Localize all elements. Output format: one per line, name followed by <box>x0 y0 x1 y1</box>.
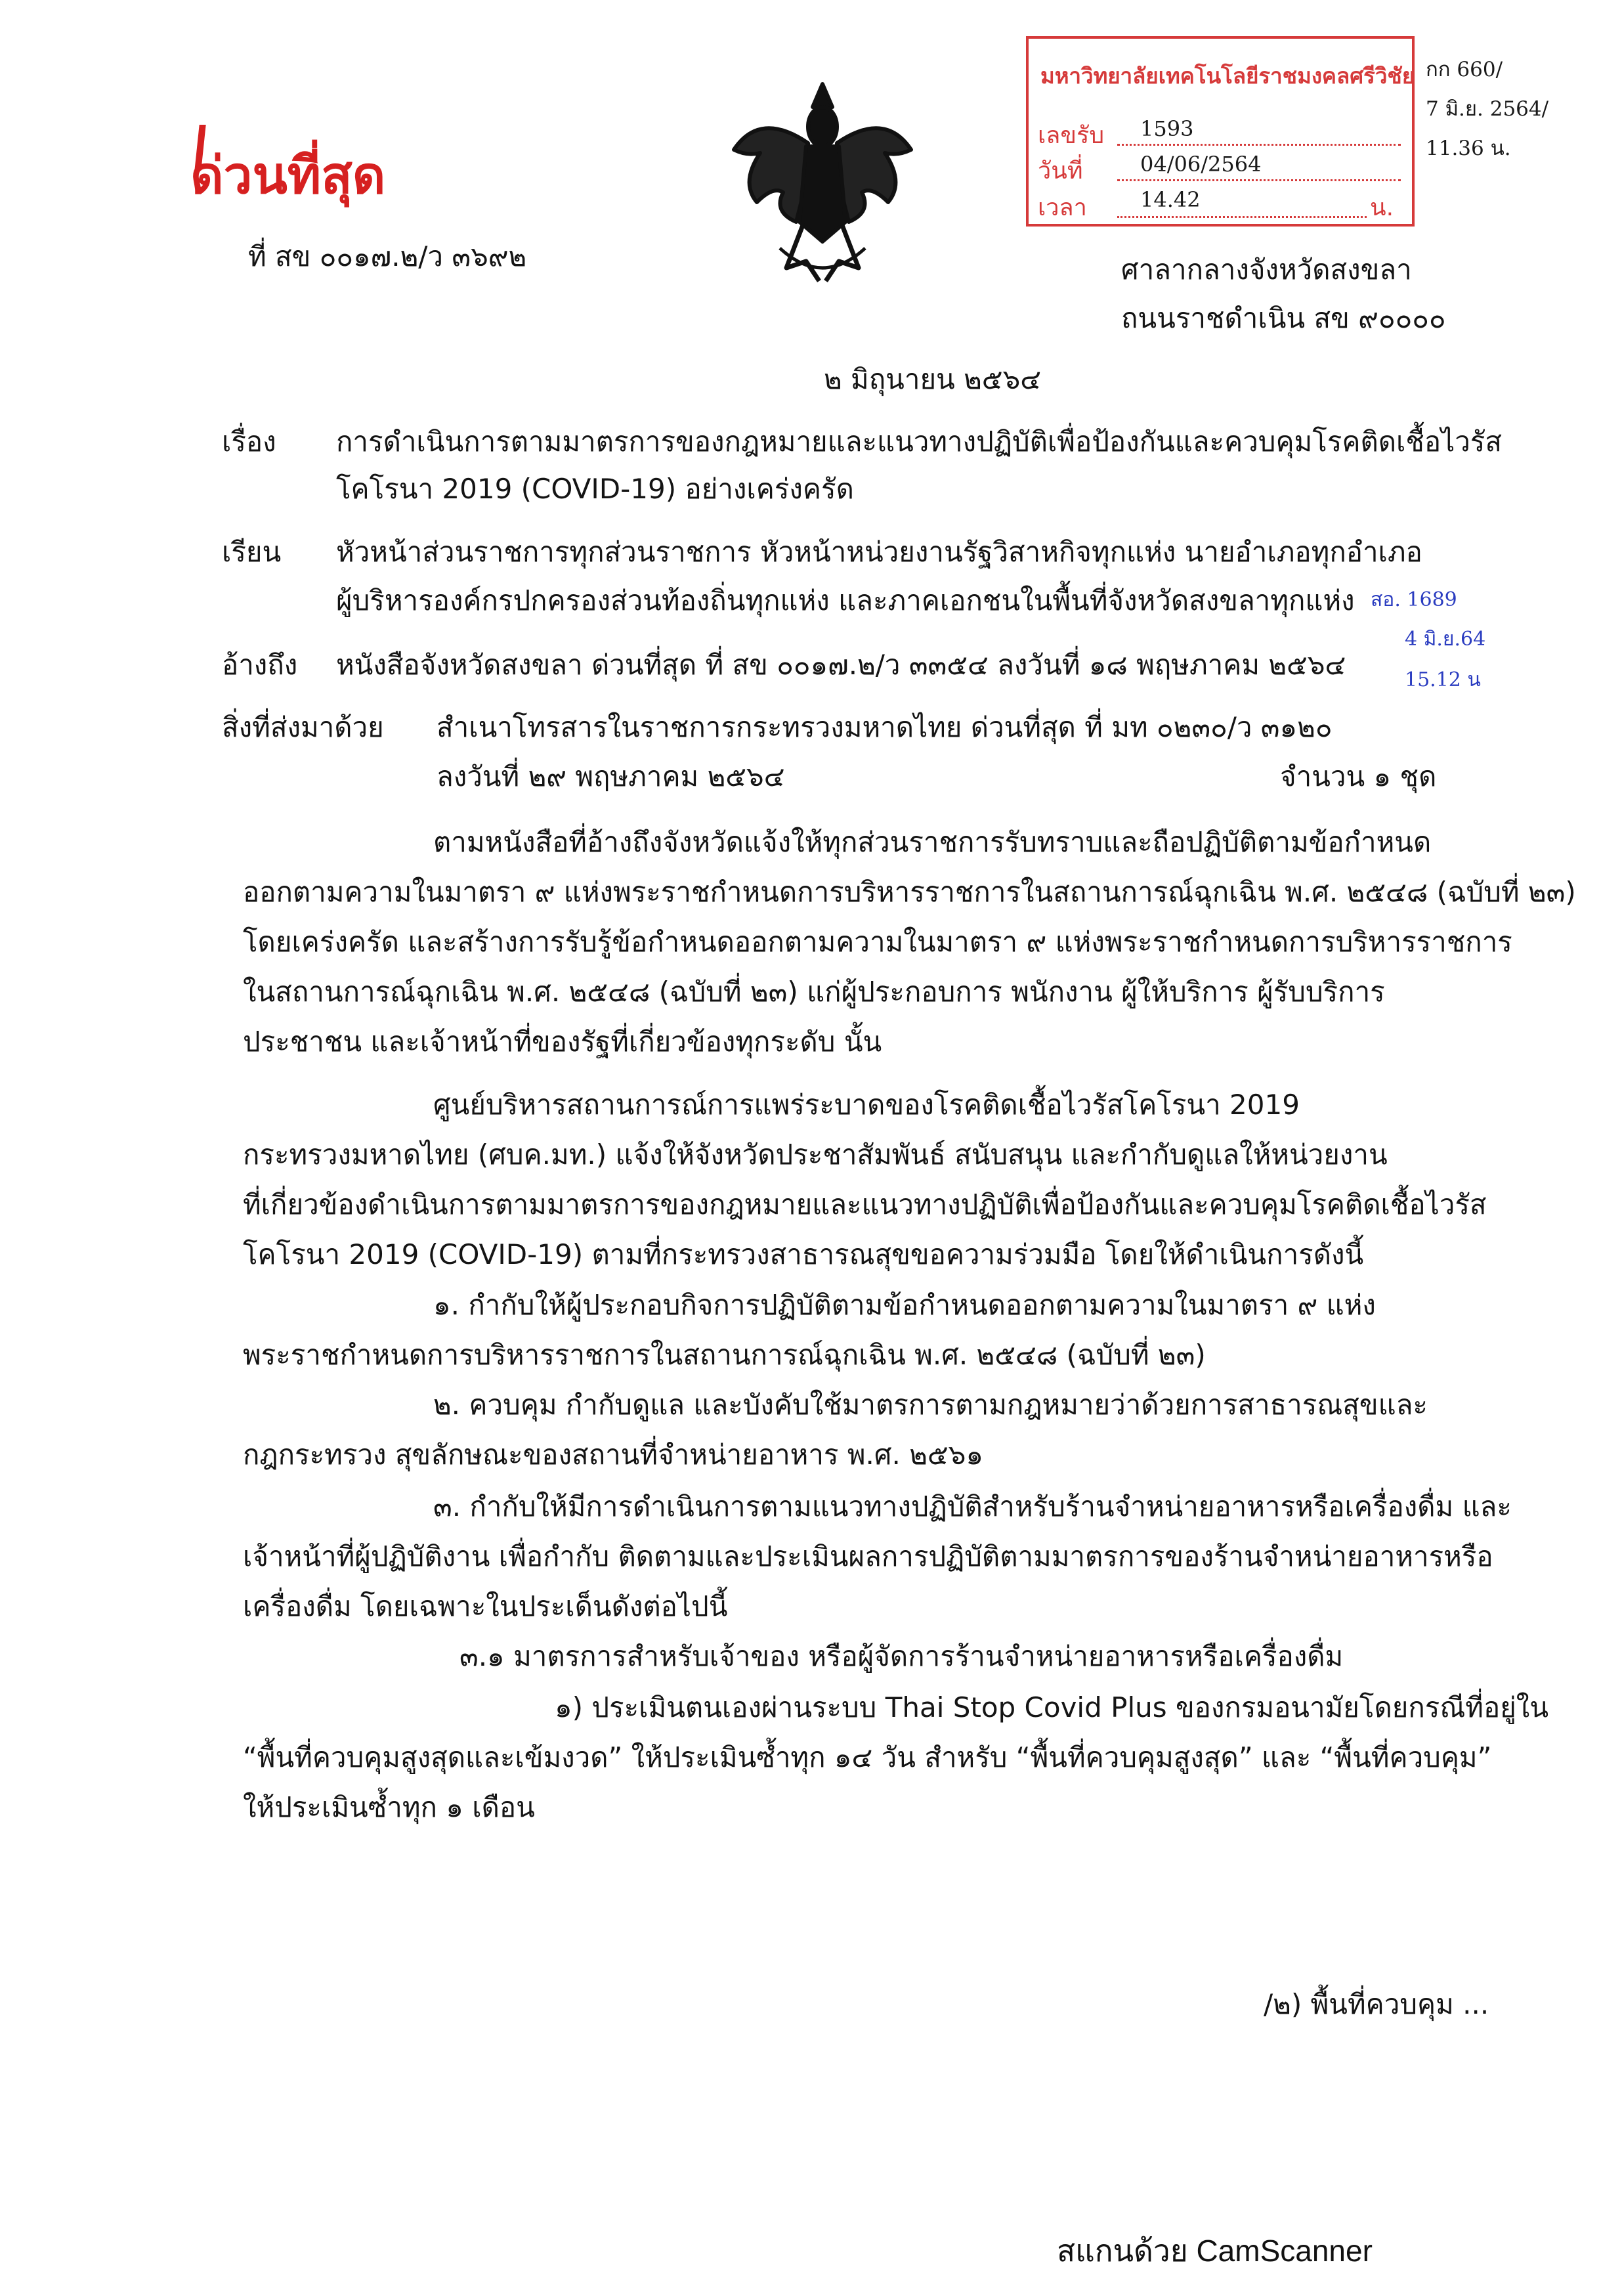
item-3-1: ๓.๑ มาตรการสำหรับเจ้าของ หรือผู้จัดการร้านจำหน่ายอาหารหรือเครื่องดื่ม <box>459 1640 1344 1672</box>
item-3-1-1-line: ให้ประเมินซ้ำทุก ๑ เดือน <box>243 1791 535 1823</box>
stamp-date-value: 04/06/2564 <box>1140 152 1262 177</box>
side-note-line1: กก 660/ <box>1426 58 1503 81</box>
item-3-line: เจ้าหน้าที่ผู้ปฏิบัติงาน เพื่อกำกับ ติดตามและประเมินผลการปฏิบัติตามมาตรการของร้านจำหน่ายอาหารหรือ <box>243 1540 1493 1572</box>
paragraph-1-line: ประชาชน และเจ้าหน้าที่ของรัฐที่เกี่ยวข้องทุกระดับ นั้น <box>243 1026 882 1058</box>
paragraph-1-line: ในสถานการณ์ฉุกเฉิน พ.ศ. ๒๕๔๘ (ฉบับที่ ๒๓) แก่ผู้ประกอบการ พนักงาน ผู้ให้บริการ ผู้รับบริการ <box>243 976 1385 1008</box>
document-number: ที่ สข ๐๐๑๗.๒/ว ๓๖๙๒ <box>248 240 527 272</box>
subject-label: เรื่อง <box>222 425 276 458</box>
stamp-date-line <box>1117 179 1401 181</box>
reference-label: อ้างถึง <box>222 649 298 681</box>
item-1-line: พระราชกำหนดการบริหารราชการในสถานการณ์ฉุกเฉิน พ.ศ. ๒๕๔๘ (ฉบับที่ ๒๓) <box>243 1339 1206 1371</box>
side-note-line2: 7 มิ.ย. 2564/ <box>1426 97 1549 121</box>
item-3-1-1-line: ๑) ประเมินตนเองผ่านระบบ Thai Stop Covid Plus ของกรมอนามัยโดยกรณีที่อยู่ใน <box>555 1691 1549 1723</box>
paragraph-2-line: กระทรวงมหาดไทย (ศบค.มท.) แจ้งให้จังหวัดประชาสัมพันธ์ สนับสนุน และกำกับดูแลให้หน่วยงาน <box>243 1138 1388 1171</box>
stamp-date-label: วันที่ <box>1038 158 1083 184</box>
scanner-watermark: สแกนด้วย CamScanner <box>1057 2234 1373 2268</box>
stamp-received-line <box>1117 144 1401 146</box>
item-2-line: ๒. ควบคุม กำกับดูแล และบังคับใช้มาตรการตามกฎหมายว่าด้วยการสาธารณสุขและ <box>433 1389 1428 1421</box>
subject-line1: การดำเนินการตามมาตรการของกฎหมายและแนวทางปฏิบัติเพื่อป้องกันและควบคุมโรคติดเชื้อไวรัส <box>336 425 1502 458</box>
paragraph-2-line: ศูนย์บริหารสถานการณ์การแพร่ระบาดของโรคติดเชื้อไวรัสโคโรนา 2019 <box>433 1089 1300 1121</box>
receipt-stamp <box>1026 36 1415 227</box>
blue-note-line3: 15.12 น <box>1405 668 1481 691</box>
to-label: เรียน <box>222 536 282 568</box>
item-3-line: ๓. กำกับให้มีการดำเนินการตามแนวทางปฏิบัติสำหรับร้านจำหน่ายอาหารหรือเครื่องดื่ม และ <box>433 1490 1512 1523</box>
item-1-line: ๑. กำกับให้ผู้ประกอบกิจการปฏิบัติตามข้อกำหนดออกตามความในมาตรา ๙ แห่ง <box>433 1289 1376 1321</box>
item-2-line: กฎกระทรวง สุขลักษณะของสถานที่จำหน่ายอาหาร พ.ศ. ๒๕๖๑ <box>243 1439 984 1471</box>
enclosure-line1: สำเนาโทรสารในราชการกระทรวงมหาดไทย ด่วนที่สุด ที่ มท ๐๒๓๐/ว ๓๑๒๐ <box>437 711 1333 743</box>
stamp-time-value: 14.42 <box>1140 187 1201 212</box>
paragraph-2-line: โคโรนา 2019 (COVID-19) ตามที่กระทรวงสาธารณสุขขอความร่วมมือ โดยให้ดำเนินการดังนี้ <box>243 1238 1364 1270</box>
side-note-line3: 11.36 น. <box>1426 137 1511 160</box>
stamp-time-line <box>1117 216 1367 218</box>
to-line1: หัวหน้าส่วนราชการทุกส่วนราชการ หัวหน้าหน่วยงานรัฐวิสาหกิจทุกแห่ง นายอำเภอทุกอำเภอ <box>336 536 1422 568</box>
continuation-text: /๒) พื้นที่ควบคุม ... <box>1264 1988 1489 2020</box>
to-line2: ผู้บริหารองค์กรปกครองส่วนท้องถิ่นทุกแห่ง และภาคเอกชนในพื้นที่จังหวัดสงขลาทุกแห่ง <box>336 584 1355 617</box>
office-line2: ถนนราชดำเนิน สข ๙๐๐๐๐ <box>1121 302 1446 334</box>
urgency-heading: ด่วนที่สุด <box>190 146 386 206</box>
enclosure-count: จำนวน ๑ ชุด <box>1280 760 1437 792</box>
blue-note-line1: สอ. 1689 <box>1371 588 1457 611</box>
stamp-received-value: 1593 <box>1140 116 1194 141</box>
stamp-time-label: เวลา <box>1038 194 1087 221</box>
paragraph-1-line: โดยเคร่งครัด และสร้างการรับรู้ข้อกำหนดออกตามความในมาตรา ๙ แห่งพระราชกำหนดการบริหารราชการ <box>243 926 1512 958</box>
reference-text: หนังสือจังหวัดสงขลา ด่วนที่สุด ที่ สข ๐๐๑๗.๒/ว ๓๓๕๔ ลงวันที่ ๑๘ พฤษภาคม ๒๕๖๔ <box>336 649 1346 681</box>
item-3-1-1-line: “พื้นที่ควบคุมสูงสุดและเข้มงวด” ให้ประเมินซ้ำทุก ๑๔ วัน สำหรับ “พื้นที่ควบคุมสูงสุด” และ “พื้นที่ควบคุม” <box>243 1741 1492 1773</box>
item-3-line: เครื่องดื่ม โดยเฉพาะในประเด็นดังต่อไปนี้ <box>243 1590 728 1622</box>
enclosure-label: สิ่งที่ส่งมาด้วย <box>222 711 384 743</box>
stamp-organization: มหาวิทยาลัยเทคโนโลยีราชมงคลศรีวิชัย <box>1040 63 1415 89</box>
stamp-received-label: เลขรับ <box>1038 122 1105 149</box>
garuda-emblem-icon <box>721 71 924 294</box>
subject-line2: โคโรนา 2019 (COVID-19) อย่างเคร่งครัด <box>336 473 854 505</box>
stamp-time-suffix: น. <box>1370 194 1394 221</box>
office-line1: ศาลากลางจังหวัดสงขลา <box>1121 253 1412 286</box>
paragraph-2-line: ที่เกี่ยวข้องดำเนินการตามมาตรการของกฎหมายและแนวทางปฏิบัติเพื่อป้องกันและควบคุมโรคติดเชื้อไวรัส <box>243 1188 1487 1221</box>
enclosure-line2: ลงวันที่ ๒๙ พฤษภาคม ๒๕๖๔ <box>437 760 785 792</box>
paragraph-1-line: ตามหนังสือที่อ้างถึงจังหวัดแจ้งให้ทุกส่วนราชการรับทราบและถือปฏิบัติตามข้อกำหนด <box>433 826 1432 858</box>
document-date: ๒ มิถุนายน ๒๕๖๔ <box>824 363 1042 395</box>
blue-note-line2: 4 มิ.ย.64 <box>1405 628 1486 651</box>
paragraph-1-line: ออกตามความในมาตรา ๙ แห่งพระราชกำหนดการบริหารราชการในสถานการณ์ฉุกเฉิน พ.ศ. ๒๕๔๘ (ฉบับที่ ๒๓) <box>243 876 1576 908</box>
